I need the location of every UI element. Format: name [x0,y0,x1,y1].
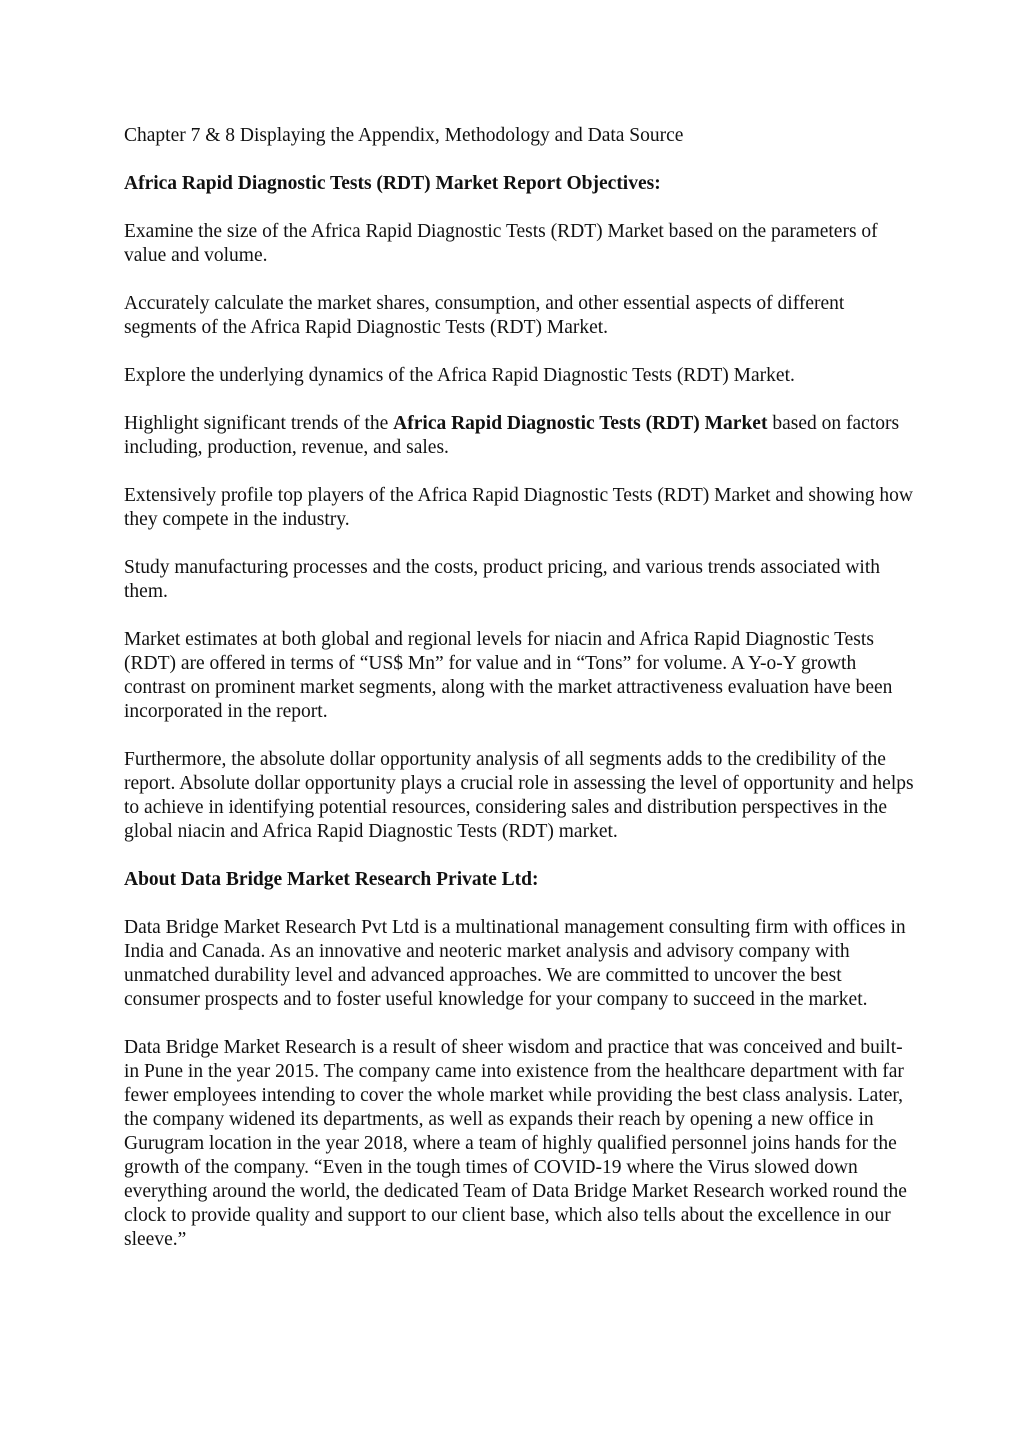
objective-paragraph-2: Accurately calculate the market shares, consumption, and other essential aspects of different segments of the Africa Rapid Diagnostic Tests (RDT) Market. [124,293,845,338]
objective-paragraph-5: Extensively profile top players of the Africa Rapid Diagnostic Tests (RDT) Market and showing how they compete in the industry. [124,485,913,530]
objective-paragraph-6: Study manufacturing processes and the costs, product pricing, and various trends associated with them. [124,557,880,602]
objective-paragraph-7: Market estimates at both global and regional levels for niacin and Africa Rapid Diagnostic Tests (RDT) are offered in terms of “US$ Mn” for value and in “Tons” for volume. A Y-o-Y growth contrast on prominent market segments, along with the market attractiveness evaluation have been incorporated in the report. [124,629,893,722]
objective-paragraph-3: Explore the underlying dynamics of the Africa Rapid Diagnostic Tests (RDT) Market. [124,365,795,386]
objective-4-market-name: Africa Rapid Diagnostic Tests (RDT) Market [393,413,768,434]
about-paragraph-2: Data Bridge Market Research is a result of sheer wisdom and practice that was conceived and built-in Pune in the year 2015. The company came into existence from the healthcare department with far fewer employees intending to cover the whole market while providing the best class analysis. Later, the company widened its departments, as well as expands their reach by opening a new office in Gurugram location in the year 2018, where a team of highly qualified personnel joins hands for the growth of the company. “Even in the tough times of COVID-19 where the Virus slowed down everything around the world, the dedicated Team of Data Bridge Market Research worked round the clock to provide quality and support to our client base, which also tells about the excellence in our sleeve.” [124,1037,907,1250]
about-heading: About Data Bridge Market Research Private Ltd: [124,869,539,890]
objective-4-text-end: based on factors including, production, revenue, and sales. [124,413,900,458]
objective-4-text-start: Highlight significant trends of the [124,413,394,434]
objectives-heading: Africa Rapid Diagnostic Tests (RDT) Market Report Objectives: [124,173,661,194]
objective-paragraph-8: Furthermore, the absolute dollar opportunity analysis of all segments adds to the credibility of the report. Absolute dollar opportunity plays a crucial role in assessing the level of opportunity and helps to achieve in identifying potential resources, considering sales and distribution perspectives in the global niacin and Africa Rapid Diagnostic Tests (RDT) market. [124,749,914,842]
objective-paragraph-4 [124,412,914,460]
document-page [124,124,914,1276]
about-paragraph-1: Data Bridge Market Research Pvt Ltd is a multinational management consulting firm with offices in India and Canada. As an innovative and neoteric market analysis and advisory company with unmatched durability level and advanced approaches. We are committed to uncover the best consumer prospects and to foster useful knowledge for your company to succeed in the market. [124,917,906,1010]
objective-paragraph-1: Examine the size of the Africa Rapid Diagnostic Tests (RDT) Market based on the parameters of value and volume. [124,221,878,266]
chapter-line: Chapter 7 & 8 Displaying the Appendix, Methodology and Data Source [124,125,684,146]
